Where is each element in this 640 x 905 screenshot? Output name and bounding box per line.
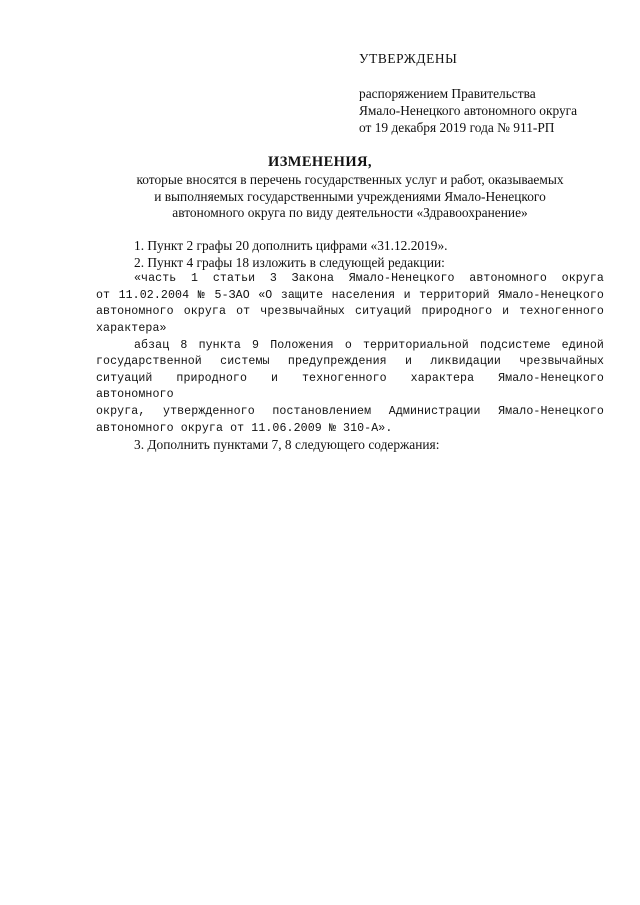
approval-heading: УТВЕРЖДЕНЫ — [359, 51, 458, 66]
quote-1-line-2: от 11.02.2004 № 5-ЗАО «О защите населения и территорий Ямало-Ненецкого — [96, 288, 604, 302]
approval-line-1: распоряжением Правительства — [359, 86, 536, 101]
quote-2-line-1: абзац 8 пункта 9 Положения о территориальной подсистеме единой — [134, 338, 604, 352]
subtitle-line-1: которые вносятся в перечень государственных услуг и работ, оказываемых — [136, 172, 564, 187]
quote-1-line-4: характера» — [96, 321, 167, 335]
quote-2-line-3: ситуаций природного и техногенного характера Ямало-Ненецкого автономного — [96, 371, 604, 402]
quote-1-line-1: «часть 1 статьи 3 Закона Ямало-Ненецкого автономного округа — [134, 272, 604, 286]
item-2: 2. Пункт 4 графы 18 изложить в следующей редакции: — [134, 254, 445, 270]
subtitle-line-3: автономного округа по виду деятельности «Здравоохранение» — [172, 205, 528, 220]
item-1: 1. Пункт 2 графы 20 дополнить цифрами «31.12.2019». — [134, 238, 448, 253]
subtitle-line-2: и выполняемых государственными учреждениями Ямало-Ненецкого — [154, 188, 546, 204]
quote-2-line-5: автономного округа от 11.06.2009 № 310-А». — [96, 421, 393, 435]
quote-2-line-4: округа, утвержденного постановлением Администрации Ямало-Ненецкого — [96, 404, 604, 418]
approval-stamp — [359, 50, 619, 136]
document-title: ИЗМЕНЕНИЯ, — [268, 154, 372, 170]
document-body — [96, 238, 604, 454]
approval-line-2: Ямало-Ненецкого автономного округа — [359, 103, 578, 118]
document-subtitle — [90, 172, 610, 222]
item-3: 3. Дополнить пунктами 7, 8 следующего содержания: — [134, 437, 440, 453]
quote-1-line-3: автономного округа от чрезвычайных ситуаций природного и техногенного — [96, 305, 604, 319]
quote-2-line-2: государственной системы предупреждения и ликвидации чрезвычайных — [96, 355, 604, 369]
approval-line-3: от 19 декабря 2019 года № 911-РП — [359, 120, 555, 135]
